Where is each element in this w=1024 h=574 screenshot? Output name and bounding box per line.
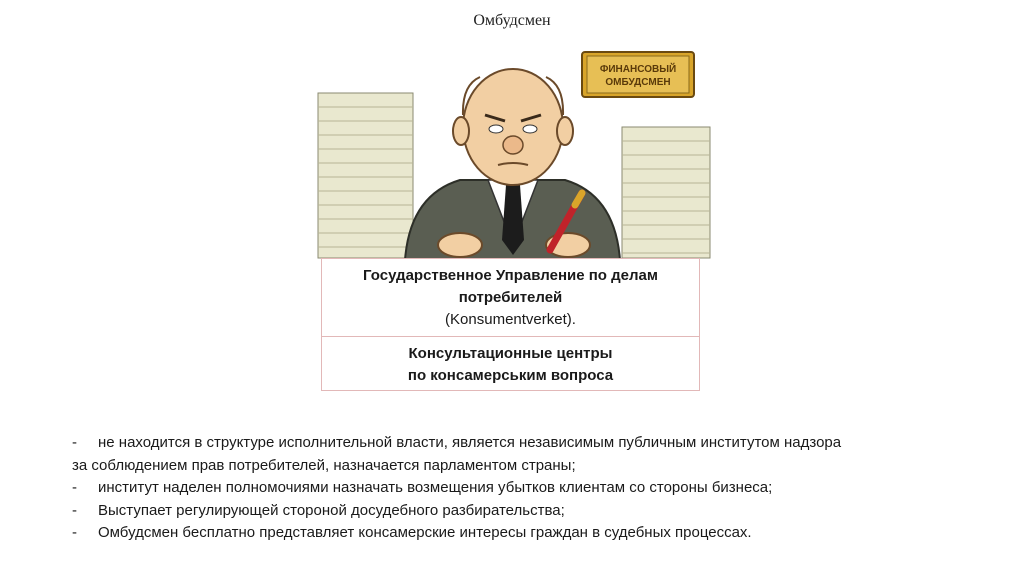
centers-line-1: Консультационные центры (408, 345, 613, 362)
bullet-text: Выступает регулирующей стороной досудебного разбирательства; (98, 501, 565, 519)
bullet-text: не находится в структуре исполнительной власти, является независимым публичным институтом надзора (98, 434, 842, 451)
ombudsman-sign (582, 52, 694, 97)
bullet-list (72, 432, 992, 545)
bullet-dash: - (72, 434, 77, 451)
agency-name-original: (Konsumentverket). (445, 311, 576, 328)
agency-name-line-1: Государственное Управление по делам (363, 267, 658, 284)
bullet-dash: - (72, 479, 77, 496)
right-paper-stack (622, 127, 710, 258)
bullet-item (72, 522, 992, 545)
bullet-item (72, 500, 992, 523)
sign-line-1: ФИНАНСОВЫЙ (599, 64, 677, 75)
bullet-text: за соблюдением прав потребителей, назначается парламентом страны; (72, 456, 576, 474)
bullet-item (72, 432, 992, 455)
bullet-item-continuation (72, 455, 992, 478)
bullet-dash: - (72, 524, 77, 541)
info-table (321, 258, 700, 391)
agency-name-line-2: потребителей (458, 289, 563, 306)
left-paper-stack (318, 93, 413, 258)
bullet-dash: - (72, 501, 77, 519)
bullet-item (72, 477, 992, 500)
ombudsman-illustration (310, 45, 715, 260)
bullet-text: институт наделен полномочиями назначать возмещения убытков клиентам со стороны бизнеса; (98, 479, 773, 496)
bullet-text: Омбудсмен бесплатно представляет консамерские интересы граждан в судебных процессах. (98, 524, 752, 541)
table-row-consultation-centers (322, 337, 699, 390)
sign-line-2: ОМБУДСМЕН (605, 77, 671, 88)
slide-title: Омбудсмен (473, 12, 551, 29)
centers-line-2: по консамерським вопроса (407, 367, 614, 384)
table-row-consumer-agency (322, 259, 699, 337)
